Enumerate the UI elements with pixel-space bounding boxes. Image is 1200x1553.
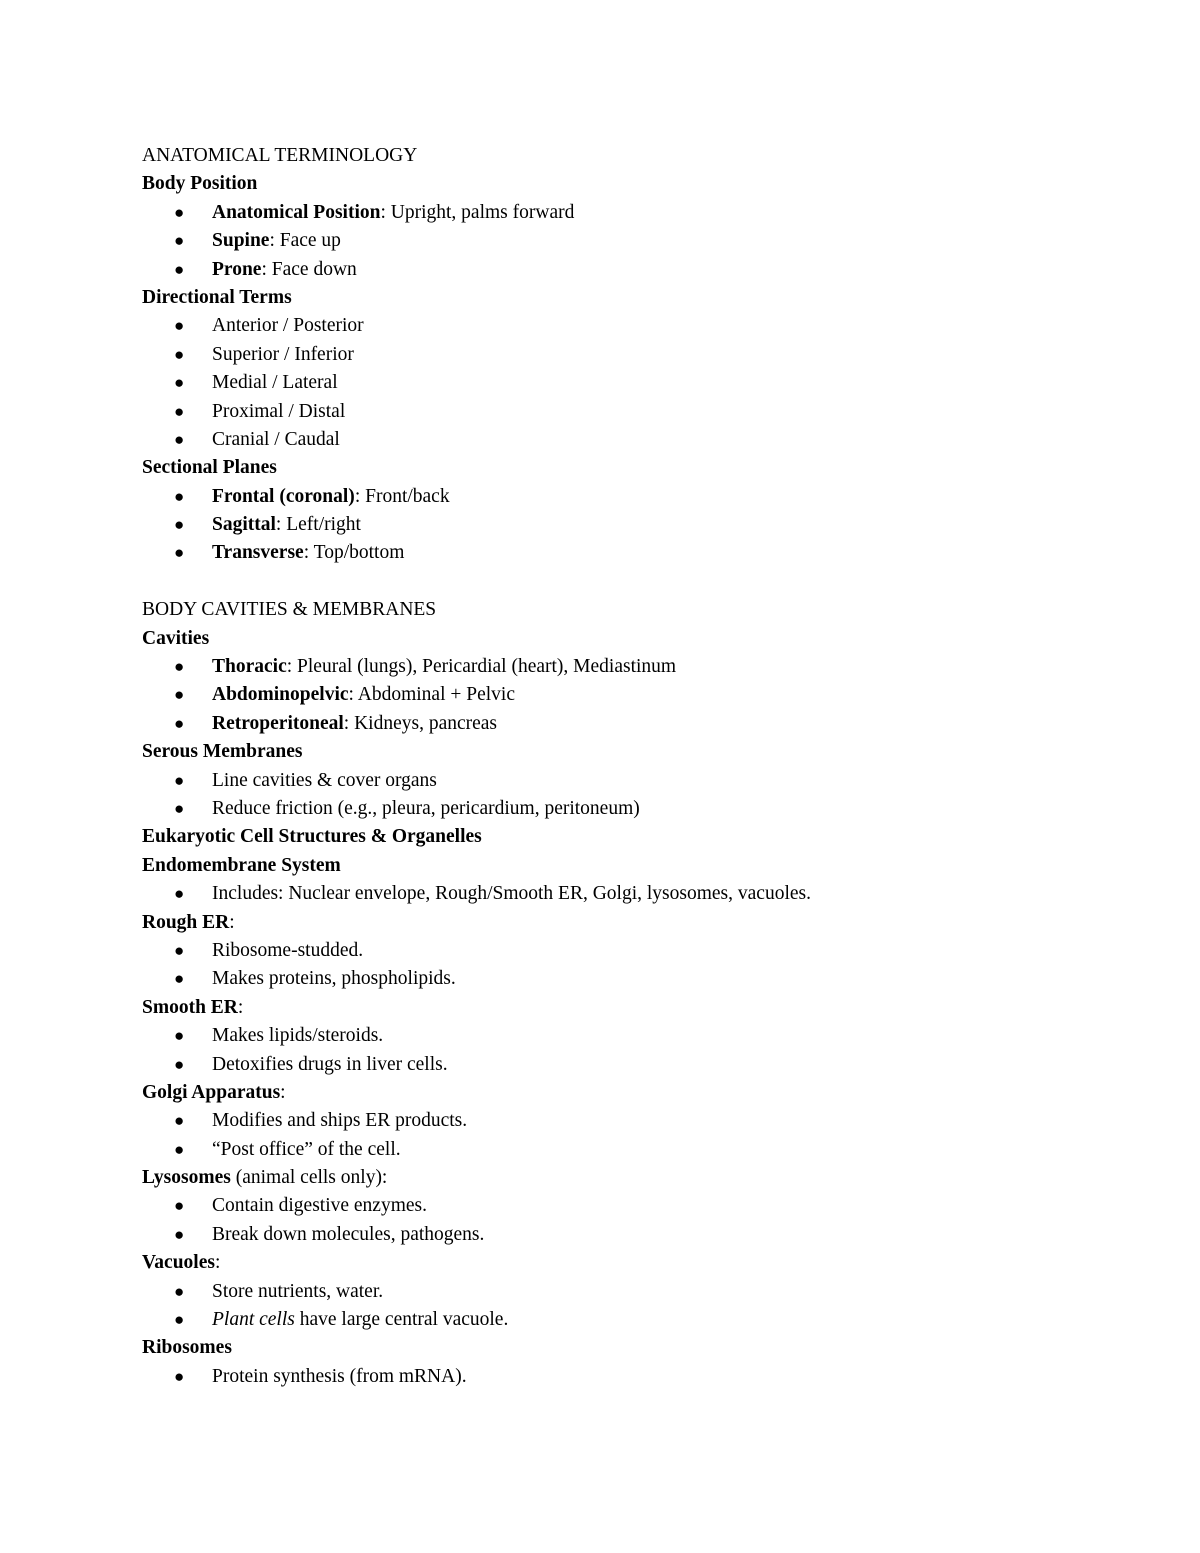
list-item [142,341,1102,369]
list-item [142,483,1102,511]
section-heading: ANATOMICAL TERMINOLOGY [142,145,418,166]
bullet-icon: ● [174,685,185,705]
subsection-title [142,454,1102,482]
list-item-term: Abdominopelvic [212,684,349,706]
subsection-title [142,738,1102,766]
bullet-icon: ● [174,202,185,222]
list-item [142,227,1102,255]
list-item-text: : Top/bottom [303,542,405,564]
bullet-icon: ● [174,1196,185,1216]
list-item-term: Retroperitoneal [212,712,344,734]
subsection-title-text: Body Position [142,173,258,195]
list-item-text: : Face up [269,230,341,252]
list-item [142,398,1102,426]
bullet-icon: ● [174,884,185,904]
list-item-term: Anatomical Position [212,201,381,223]
list-item-text: Proximal / Distal [212,400,346,422]
list-item-text: : Front/back [354,485,450,507]
list-item [142,1221,1102,1249]
list-item [142,937,1102,965]
bullet-icon: ● [174,259,185,279]
list-item [142,653,1102,681]
list-item [142,795,1102,823]
bullet-icon: ● [174,798,185,818]
list-item [142,199,1102,227]
list-item [142,1306,1102,1334]
subsection-title-text: Directional Terms [142,286,292,308]
list-item-term: Frontal (coronal) [212,485,355,507]
list-item-text: Protein synthesis (from mRNA). [212,1365,467,1387]
list-item-italic: Plant cells [212,1309,295,1331]
list-item-text: : Face down [261,258,357,280]
bullet-icon: ● [174,1310,185,1330]
subsection-title-suffix: : [229,911,235,933]
list-item-text: Makes proteins, phospholipids. [212,968,456,990]
section-heading: BODY CAVITIES & MEMBRANES [142,599,437,621]
bullet-icon: ● [174,231,185,251]
list-item-text: Detoxifies drugs in liver cells. [212,1053,448,1075]
bullet-icon: ● [174,657,185,677]
list-item [142,369,1102,397]
bullet-icon: ● [174,940,185,960]
list-item-text: Superior / Inferior [212,343,354,365]
bullet-icon: ● [174,316,185,336]
subsection-title-text: Sectional Planes [142,457,277,479]
list-item-text: : Kidneys, pancreas [343,712,498,734]
bullet-icon: ● [174,1111,185,1131]
subsection-title-text: Rough ER [142,911,230,933]
list-item-text: : Left/right [275,514,361,536]
subsection-title [142,1249,1102,1277]
bullet-icon: ● [174,969,185,989]
list-item-text: : Abdominal + Pelvic [348,684,515,706]
bullet-icon: ● [174,1054,185,1074]
list-item [142,767,1102,795]
subsection-title [142,170,1102,198]
bullet-icon: ● [174,1139,185,1159]
list-item [142,539,1102,567]
subsection-title [142,284,1102,312]
subsection-title-text: Lysosomes [142,1167,231,1189]
subsection-title-text: Cavities [142,627,210,649]
subsection-title [142,852,1102,880]
bullet-icon: ● [174,770,185,790]
subsection-title [142,909,1102,937]
subsection-title-suffix: : [280,1081,286,1103]
list-item [142,312,1102,340]
list-item-term: Prone [212,258,262,280]
list-item-text: Modifies and ships ER products. [212,1110,468,1132]
list-item-text: Includes: Nuclear envelope, Rough/Smooth ER, Golgi, lysosomes, vacuoles. [212,883,811,905]
subsection-title [142,1164,1102,1192]
bullet-icon: ● [174,515,185,535]
list-item-text: Reduce friction (e.g., pleura, pericardium, peritoneum) [212,797,640,819]
bullet-icon: ● [174,429,185,449]
document-page [142,142,1102,1391]
list-item [142,1363,1102,1391]
list-item-text: Cranial / Caudal [212,428,340,450]
list-item-text: Ribosome-studded. [212,939,364,961]
list-item [142,256,1102,284]
bullet-icon: ● [174,373,185,393]
subsection-title-suffix: : [214,1252,221,1274]
subsection-title-suffix: : [237,996,244,1018]
list-item [142,1022,1102,1050]
list-item-text: have large central vacuole. [294,1309,509,1331]
subsection-title-text: Golgi Apparatus [142,1081,281,1103]
subsection-title [142,1334,1102,1362]
subsection-title-suffix: (animal cells only): [230,1167,388,1189]
bullet-icon: ● [174,1281,185,1301]
list-item [142,1107,1102,1135]
list-item-term: Supine [212,230,270,252]
bullet-icon: ● [174,486,185,506]
list-item-text: Makes lipids/steroids. [212,1025,384,1047]
list-item-text: Store nutrients, water. [212,1280,384,1302]
list-item-text: Line cavities & cover organs [212,769,437,791]
subsection-title-text: Vacuoles [142,1252,215,1274]
list-item [142,710,1102,738]
bullet-icon: ● [174,1366,185,1386]
list-item-text: : Upright, palms forward [380,201,575,223]
subsection-title [142,1079,1102,1107]
list-item [142,965,1102,993]
bullet-icon: ● [174,344,185,364]
list-item-term: Transverse [212,542,304,564]
list-item-text: : Pleural (lungs), Pericardial (heart), Mediastinum [286,656,677,678]
bullet-icon: ● [174,1026,185,1046]
subsection-title-text: Serous Membranes [142,741,303,763]
subsection-title-text: Endomembrane System [142,854,341,876]
bullet-icon: ● [174,1224,185,1244]
bullet-icon: ● [174,543,185,563]
list-item-text: Break down molecules, pathogens. [212,1223,485,1245]
blank-line [142,568,1102,596]
list-item [142,880,1102,908]
subsection-title [142,994,1102,1022]
list-item [142,1051,1102,1079]
subsection-title [142,625,1102,653]
list-item-text: “Post office” of the cell. [212,1138,401,1160]
list-item [142,1278,1102,1306]
list-item-text: Anterior / Posterior [212,315,364,337]
list-item [142,511,1102,539]
subsection-title-text: Ribosomes [142,1337,232,1359]
list-item-term: Thoracic [212,656,287,678]
bullet-icon: ● [174,401,185,421]
list-item [142,1136,1102,1164]
list-item-term: Sagittal [212,514,276,536]
list-item-text: Contain digestive enzymes. [212,1195,427,1217]
list-item [142,426,1102,454]
list-item [142,681,1102,709]
subsection-title-text: Eukaryotic Cell Structures & Organelles [142,826,482,848]
list-item [142,1192,1102,1220]
subsection-title-text: Smooth ER [142,996,238,1018]
subsection-title [142,823,1102,851]
bullet-icon: ● [174,713,185,733]
list-item-text: Medial / Lateral [212,372,338,394]
